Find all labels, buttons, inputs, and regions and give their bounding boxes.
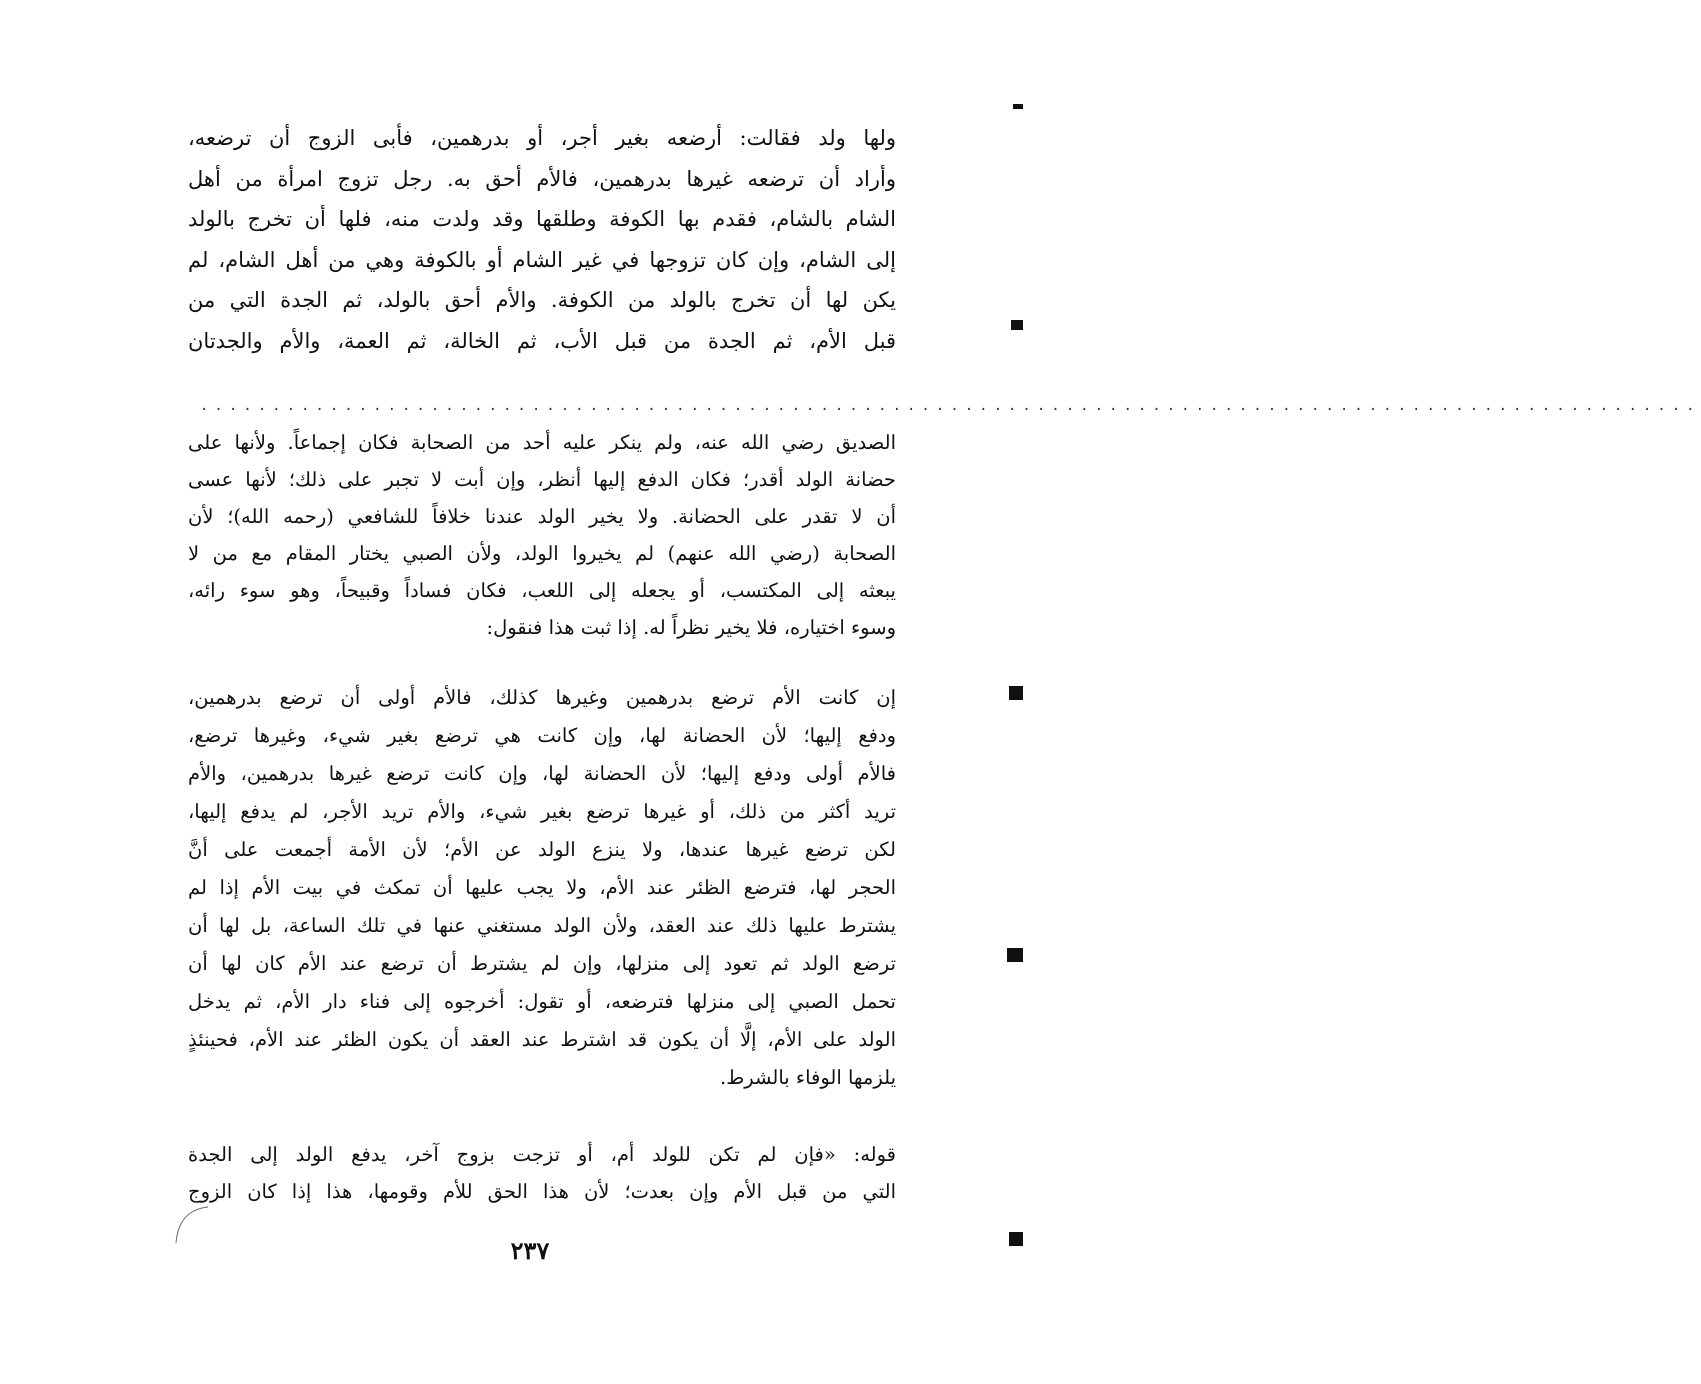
text-line: قبل الأم، ثم الجدة من قبل الأب، ثم الخالة، ثم العمة، والأم والجدتان xyxy=(188,328,896,353)
text-line: لكن ترضع غيرها عندها، ولا ينزع الولد عن الأم؛ لأن الأمة أجمعت على أنَّ xyxy=(188,838,896,861)
text-line: فالأم أولى ودفع إليها؛ لأن الحضانة لها، وإن كانت ترضع غيرها بدرهمين، والأم xyxy=(188,762,896,785)
text-line: الصديق رضي الله عنه، ولم ينكر عليه أحد من الصحابة فكان إجماعاً. ولأنها على xyxy=(188,431,896,454)
text-line: ترضع الولد ثم تعود إلى منزلها، وإن لم يشترط أن ترضع عند الأم كان لها أن xyxy=(188,952,896,975)
text-line: حضانة الولد أقدر؛ فكان الدفع إليها أنظر، وإن أبت لا تجبر على ذلك؛ لأنها عسى xyxy=(188,468,896,491)
text-line: وسوء اختياره، فلا يخير نظراً له. إذا ثبت هذا فنقول: xyxy=(486,616,896,639)
text-line: أن لا تقدر على الحضانة. ولا يخير الولد عندنا خلافاً للشافعي (رحمه الله)؛ لأن xyxy=(188,505,896,528)
matn-text-block xyxy=(188,118,896,361)
text-line: الولد على الأم، إلَّا أن يكون قد اشترط عند العقد أن يكون الظئر عند الأم، فحينئذٍ xyxy=(188,1028,896,1051)
text-line: إلى الشام، وإن كان تزوجها في غير الشام أو بالكوفة وهي من أهل الشام، لم xyxy=(188,247,896,272)
commentary-paragraph-1 xyxy=(188,424,896,646)
scan-edge-mark xyxy=(1007,948,1023,962)
text-line: يبعثه إلى المكتسب، أو يجعله إلى اللعب، فكان فساداً وقبيحاً، وهو سوء رائه، xyxy=(188,579,896,602)
text-line: إن كانت الأم ترضع بدرهمين وغيرها كذلك، فالأم أولى أن ترضع بدرهمين، xyxy=(188,686,896,709)
scan-edge-mark xyxy=(1013,104,1023,109)
text-line: وأراد أن ترضعه غيرها بدرهمين، فالأم أحق به. رجل تزوج امرأة من أهل xyxy=(188,166,896,191)
text-line: التي من قبل الأم وإن بعدت؛ لأن هذا الحق للأم وقومها، هذا إذا كان الزوج xyxy=(188,1180,896,1203)
scan-edge-mark xyxy=(1009,686,1023,700)
scan-curl-mark xyxy=(170,1205,210,1245)
commentary-paragraph-3 xyxy=(188,1136,896,1210)
text-line: تريد أكثر من ذلك، أو غيرها ترضع بغير شيء، والأم تريد الأجر، لم يدفع إليها، xyxy=(188,800,896,823)
text-line: يكن لها أن تخرج بالولد من الكوفة. والأم أحق بالولد، ثم الجدة التي من xyxy=(188,288,896,312)
text-line: الشام بالشام، فقدم بها الكوفة وطلقها وقد ولدت منه، فلها أن تخرج بالولد xyxy=(188,207,896,231)
text-line: تحمل الصبي إلى منزلها فترضعه، أو تقول: أخرجوه إلى فناء دار الأم، ثم يدخل xyxy=(188,990,896,1013)
text-line: يشترط عليها ذلك عند العقد، ولأن الولد مستغني عنها في تلك الساعة، بل لها أن xyxy=(188,914,896,937)
text-line: يلزمها الوفاء بالشرط. xyxy=(720,1066,896,1089)
text-line: ودفع إليها؛ لأن الحضانة لها، وإن كانت هي ترضع بغير شيء، وغيرها ترضع، xyxy=(188,724,896,747)
text-line: الصحابة (رضي الله عنهم) لم يخيروا الولد، ولأن الصبي يختار المقام مع من لا xyxy=(188,542,896,565)
page-number: ٢٣٧ xyxy=(510,1236,550,1265)
dotted-separator: ........................................................................................................ xyxy=(200,398,1701,414)
text-line: الحجر لها، فترضع الظئر عند الأم، ولا يجب عليها أن تمكث في بيت الأم إذا لم xyxy=(188,876,896,899)
scan-edge-mark xyxy=(1011,320,1023,330)
commentary-paragraph-2 xyxy=(188,679,896,1097)
text-line: قوله: «فإن لم تكن للولد أم، أو تزجت بزوج آخر، يدفع الولد إلى الجدة xyxy=(188,1143,896,1166)
text-line: ولها ولد فقالت: أرضعه بغير أجر، أو بدرهمين، فأبى الزوج أن ترضعه، xyxy=(188,126,897,150)
scan-edge-mark xyxy=(1009,1232,1023,1246)
